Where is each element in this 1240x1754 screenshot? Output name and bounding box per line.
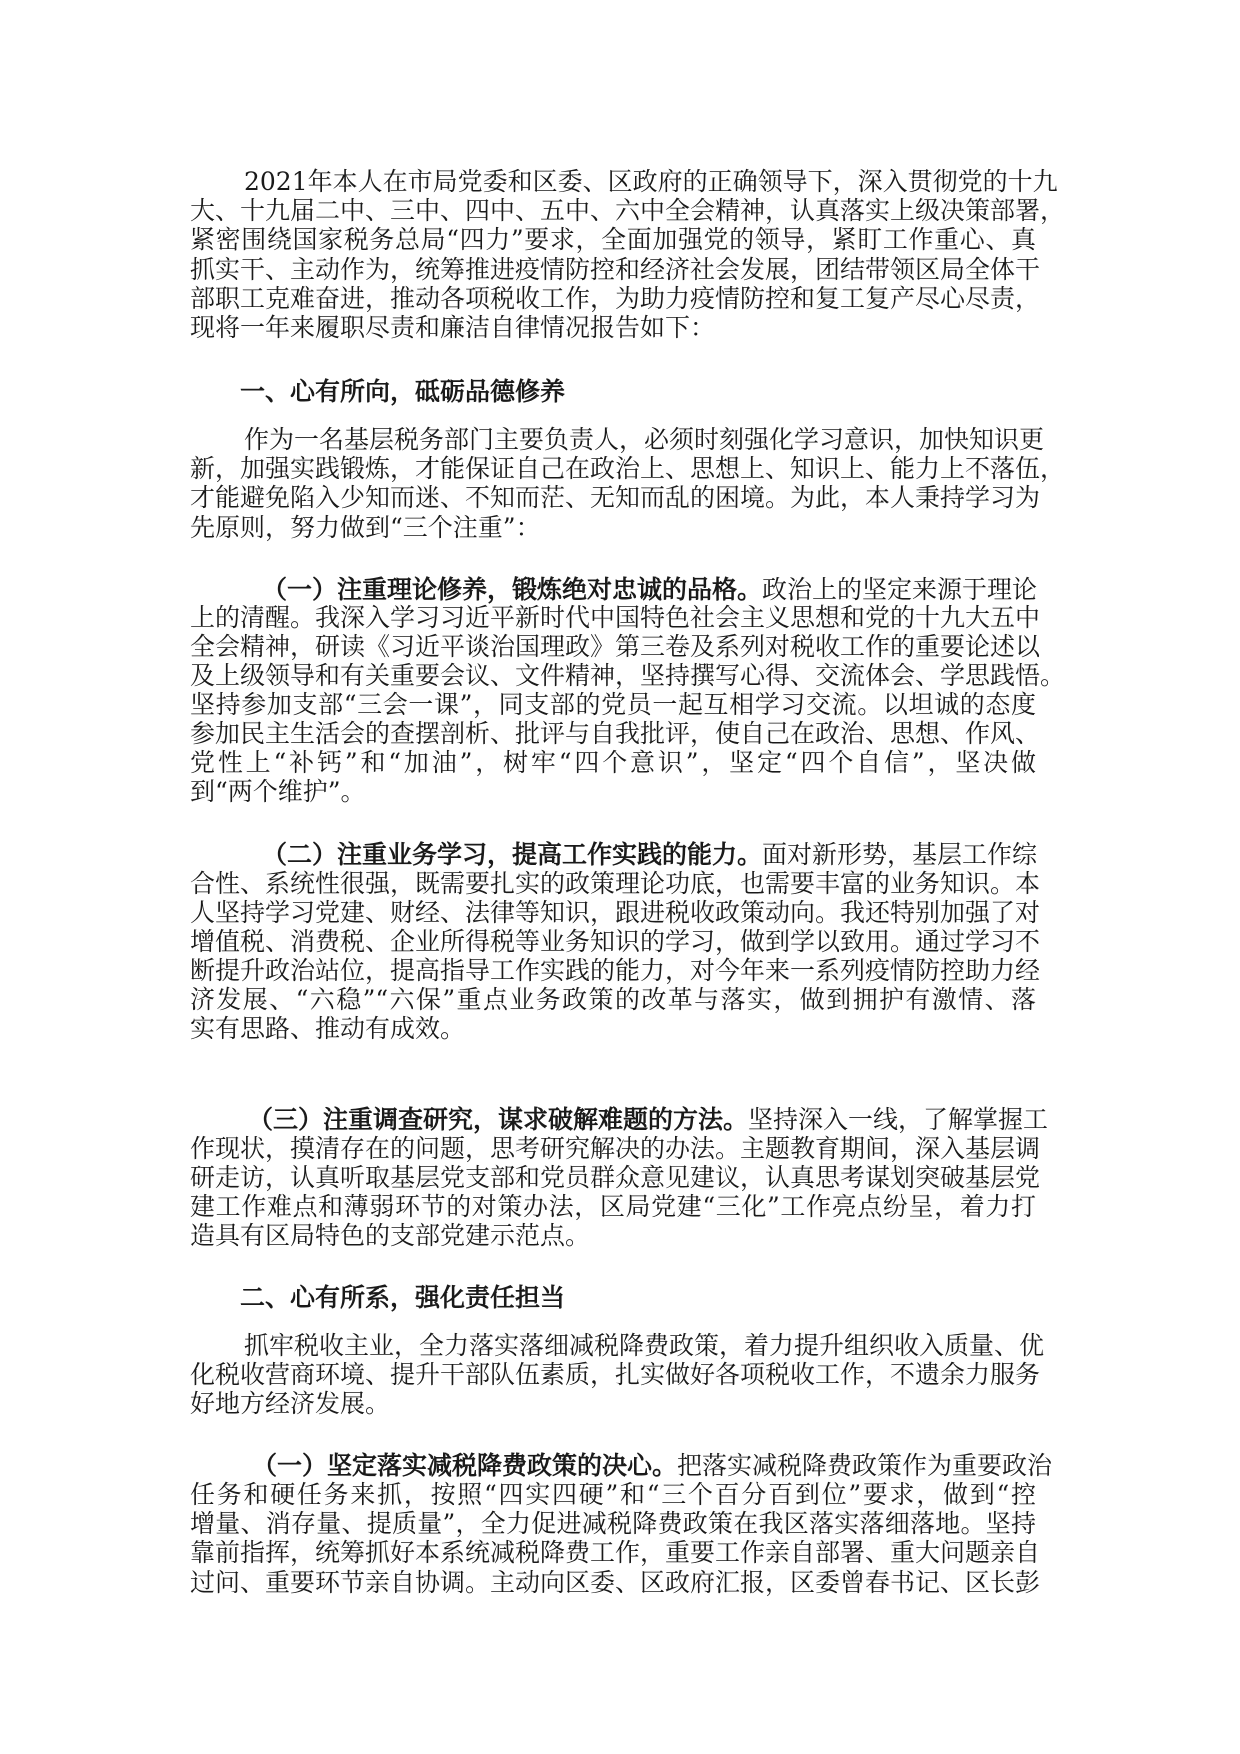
subsection-text: 政治上的坚定来源于理论 [762,575,1038,604]
paragraph-line: 抓牢税收主业，全力落实落细减税降费政策，着力提升组织收入质量、优 [244,1331,1045,1360]
section-heading: 一、心有所向，砥砺品德修养 [240,377,566,406]
paragraph-line: 人坚持学习党建、财经、法律等知识，跟进税收政策动向。我还特别加强了对 [190,898,1041,927]
intro-line: 现将一年来履职尽责和廉洁自律情况报告如下： [190,313,716,342]
paragraph-line: 坚持参加支部“三会一课”，同支部的党员一起互相学习交流。以坦诚的态度 [190,690,1036,719]
subsection-text: 把落实减税降费政策作为重要政治 [677,1451,1053,1480]
intro-line: 紧密围绕国家税务总局“四力”要求，全面加强党的领导，紧盯工作重心、真 [190,225,1036,254]
paragraph-line: 化税收营商环境、提升干部队伍素质，扎实做好各项税收工作，不遗余力服务 [190,1360,1041,1389]
intro-line: 部职工克难奋进，推动各项税收工作，为助力疫情防控和复工复产尽心尽责， [190,284,1041,313]
subsection-title: （三）注重调查研究，谋求破解难题的方法。 [248,1105,749,1134]
paragraph-line: 及上级领导和有关重要会议、文件精神，坚持撰写心得、交流体会、学思践悟。 [190,661,1066,690]
paragraph-line: 参加民主生活会的查摆剖析、批评与自我批评，使自己在政治、思想、作风、 [190,719,1041,748]
subsection-first-line [262,575,1036,605]
paragraph-line: 作现状，摸清存在的问题，思考研究解决的办法。主题教育期间，深入基层调 [190,1134,1041,1163]
intro-line: 抓实干、主动作为，统筹推进疫情防控和经济社会发展，团结带领区局全体干 [190,255,1041,284]
paragraph-line: 增量、消存量、提质量”，全力促进减税降费政策在我区落实落细落地。坚持 [190,1509,1036,1538]
subsection-title: （二）注重业务学习，提高工作实践的能力。 [262,840,763,869]
paragraph-line: 增值税、消费税、企业所得税等业务知识的学习，做到学以致用。通过学习不 [190,927,1041,956]
paragraph-line: 合性、系统性很强，既需要扎实的政策理论功底，也需要丰富的业务知识。本 [190,869,1041,898]
subsection-title: （一）坚定落实减税降费政策的决心。 [252,1451,678,1480]
paragraph-line: 研走访，认真听取基层党支部和党员群众意见建议，认真思考谋划突破基层党 [190,1163,1041,1192]
paragraph-line: 才能避免陷入少知而迷、不知而茫、无知而乱的困境。为此，本人秉持学习为 [190,483,1041,512]
subsection-first-line [252,1451,1053,1481]
paragraph-line: 断提升政治站位，提高指导工作实践的能力，对今年来一系列疫情防控助力经 [190,956,1041,985]
paragraph-line: 党性上“补钙”和“加油”，树牢“四个意识”，坚定“四个自信”，坚决做 [190,748,1036,777]
subsection-first-line [248,1105,1049,1135]
paragraph-line: 新，加强实践锻炼，才能保证自己在政治上、思想上、知识上、能力上不落伍， [190,454,1066,483]
subsection-first-line [262,840,1036,870]
subsection-text: 面对新形势，基层工作综 [762,840,1038,869]
paragraph-line: 上的清醒。我深入学习习近平新时代中国特色社会主义思想和党的十九大五中 [190,603,1041,632]
subsection-text: 坚持深入一线，了解掌握工 [748,1105,1049,1134]
paragraph-line: 过问、重要环节亲自协调。主动向区委、区政府汇报，区委曾春书记、区长彭 [190,1568,1041,1597]
paragraph-line: 作为一名基层税务部门主要负责人，必须时刻强化学习意识，加快知识更 [244,425,1045,454]
paragraph-line: 靠前指挥，统筹抓好本系统减税降费工作，重要工作亲自部署、重大问题亲自 [190,1538,1041,1567]
paragraph-line: 济发展、“六稳”“六保”重点业务政策的改革与落实，做到拥护有激情、落 [190,985,1036,1014]
intro-line: 2021年本人在市局党委和区委、区政府的正确领导下，深入贯彻党的十九 [244,167,1058,196]
paragraph-line: 实有思路、推动有成效。 [190,1014,466,1043]
paragraph-line: 先原则，努力做到“三个注重”： [190,513,541,542]
subsection-title: （一）注重理论修养，锻炼绝对忠诚的品格。 [262,575,763,604]
paragraph-line: 好地方经济发展。 [190,1389,391,1418]
intro-line: 大、十九届二中、三中、四中、五中、六中全会精神，认真落实上级决策部署， [190,196,1066,225]
paragraph-line: 造具有区局特色的支部党建示范点。 [190,1221,591,1250]
paragraph-line: 建工作难点和薄弱环节的对策办法，区局党建“三化”工作亮点纷呈，着力打 [190,1192,1036,1221]
paragraph-line: 到“两个维护”。 [190,777,366,806]
section-heading: 二、心有所系，强化责任担当 [240,1283,566,1312]
paragraph-line: 任务和硬任务来抓，按照“四实四硬”和“三个百分百到位”要求，做到“控 [190,1480,1036,1509]
paragraph-line: 全会精神，研读《习近平谈治国理政》第三卷及系列对税收工作的重要论述以 [190,632,1041,661]
